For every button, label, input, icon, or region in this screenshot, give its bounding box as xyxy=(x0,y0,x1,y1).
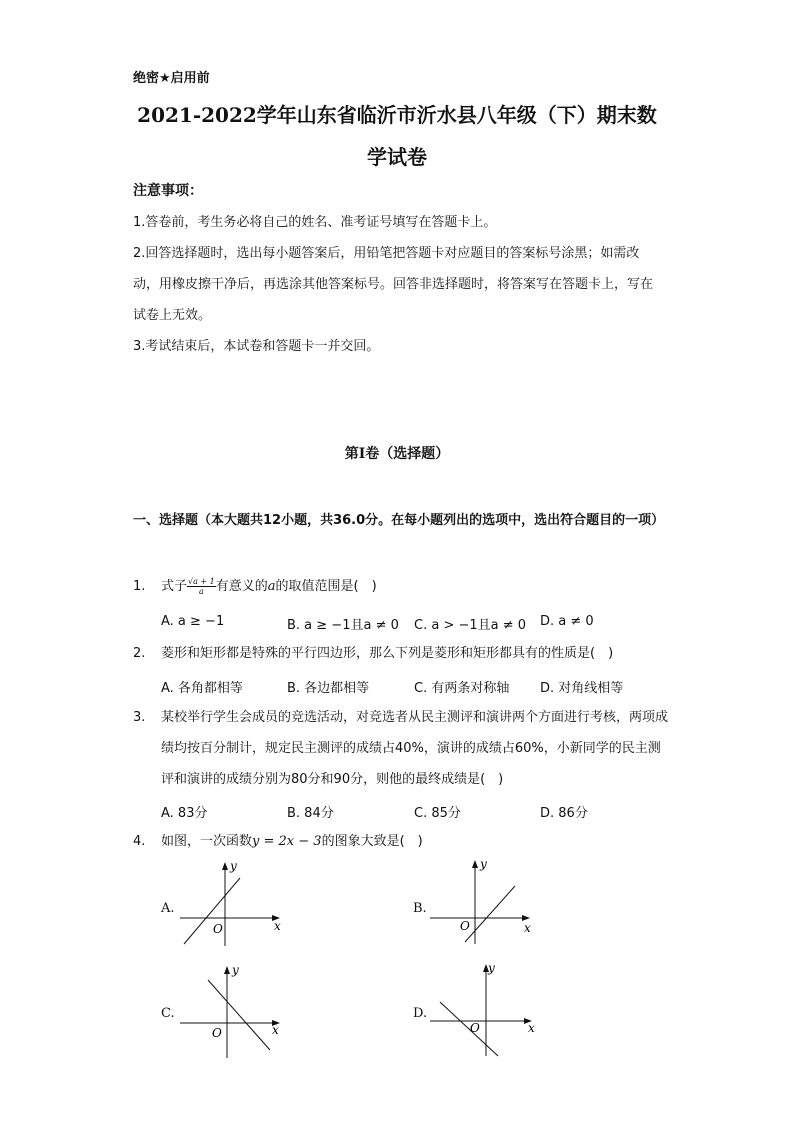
axis-y-label: y xyxy=(230,859,237,873)
notice-item-3: 3.考试结束后，本试卷和答题卡一并交回。 xyxy=(133,339,380,354)
section-title: 第I卷（选择题） xyxy=(344,446,450,462)
option-c: C. a > −1且a ≠ 0 xyxy=(414,618,527,633)
origin-label: O xyxy=(212,1026,222,1040)
part-title: 一、选择题（本大题共12小题，共36.0分。在每小题列出的选项中，选出符合题目的一项） xyxy=(133,513,665,528)
option-d: D. 对角线相等 xyxy=(540,681,624,696)
q1-pre: 式子 xyxy=(161,579,188,594)
graph-b xyxy=(430,856,540,946)
question-text: 菱形和矩形都是特殊的平行四边形，那么下列是菱形和矩形都具有的性质是( ) xyxy=(161,646,614,661)
option-a: A. 各角都相等 xyxy=(161,681,243,696)
graph-d xyxy=(430,960,542,1058)
option-b: B. 各边都相等 xyxy=(287,681,370,696)
origin-label: O xyxy=(470,1021,480,1035)
graph-d-label: D. xyxy=(413,1006,428,1021)
fraction-denominator: a xyxy=(199,587,204,596)
q1-post: 有意义的 xyxy=(215,579,268,594)
graph-a-label: A. xyxy=(161,901,175,916)
option-a: A. a ≥ −1 xyxy=(161,614,225,629)
question-text xyxy=(161,571,671,602)
question-number: 4. xyxy=(133,834,146,849)
axis-x-label: x xyxy=(524,921,531,935)
question-number: 3. xyxy=(133,710,146,725)
graph-b-label: B. xyxy=(413,901,427,916)
option-b: B. 84分 xyxy=(287,806,334,821)
question-number: 2. xyxy=(133,646,146,661)
question-text xyxy=(161,826,671,857)
axis-y-label: y xyxy=(232,963,239,977)
axis-x-label: x xyxy=(272,1023,279,1037)
fraction xyxy=(187,577,216,596)
origin-label: O xyxy=(460,919,470,933)
confidential-label: 绝密★启用前 xyxy=(133,71,210,86)
q4-formula: y = 2x − 3 xyxy=(252,834,322,849)
axis-x-label: x xyxy=(528,1021,535,1035)
q1-post2: 的取值范围是( ) xyxy=(275,579,377,594)
q1-var: a xyxy=(267,579,276,594)
question-number: 1. xyxy=(133,579,146,594)
option-c: C. 有两条对称轴 xyxy=(414,681,510,696)
graph-a xyxy=(180,858,290,948)
axis-x-label: x xyxy=(274,919,281,933)
option-b: B. a ≥ −1且a ≠ 0 xyxy=(287,618,399,633)
notice-item-2: 2.回答选择题时，选出每小题答案后，用铅笔把答题卡对应题目的答案标号涂黑；如需改动，用橡皮擦干净后，再选涂其他答案标号。回答非选择题时，将答案写在答题卡上，写在试卷上无效。 xyxy=(133,246,654,323)
title-line-2: 学试卷 xyxy=(367,145,427,169)
fraction-numerator: √a + 1 xyxy=(188,577,215,586)
option-c: C. 85分 xyxy=(414,806,461,821)
notice-heading: 注意事项： xyxy=(133,183,203,199)
option-a: A. 83分 xyxy=(161,806,208,821)
exam-title xyxy=(60,94,734,178)
q4-pre: 如图，一次函数 xyxy=(161,834,253,849)
axis-y-label: y xyxy=(488,961,495,975)
origin-label: O xyxy=(213,922,223,936)
q4-post: 的图象大致是( ) xyxy=(321,834,423,849)
question-text: 某校举行学生会成员的竞选活动，对竞选者从民主测评和演讲两个方面进行考核，两项成绩均按百分制计，规定民主测评的成绩占40%，演讲的成绩占60%，小新同学的民主测评和演讲的成绩分别为80分和90分，则他的最终成绩是( ) xyxy=(161,710,669,787)
axis-y-label: y xyxy=(480,857,487,871)
graph-c xyxy=(180,962,290,1060)
graph-c-label: C. xyxy=(161,1006,175,1021)
notice-item-1: 1.答卷前，考生务必将自己的姓名、准考证号填写在答题卡上。 xyxy=(133,215,497,230)
option-d: D. 86分 xyxy=(540,806,588,821)
option-d: D. a ≠ 0 xyxy=(540,614,594,629)
title-line-1: 2021-2022学年山东省临沂市沂水县八年级（下）期末数 xyxy=(137,103,657,127)
